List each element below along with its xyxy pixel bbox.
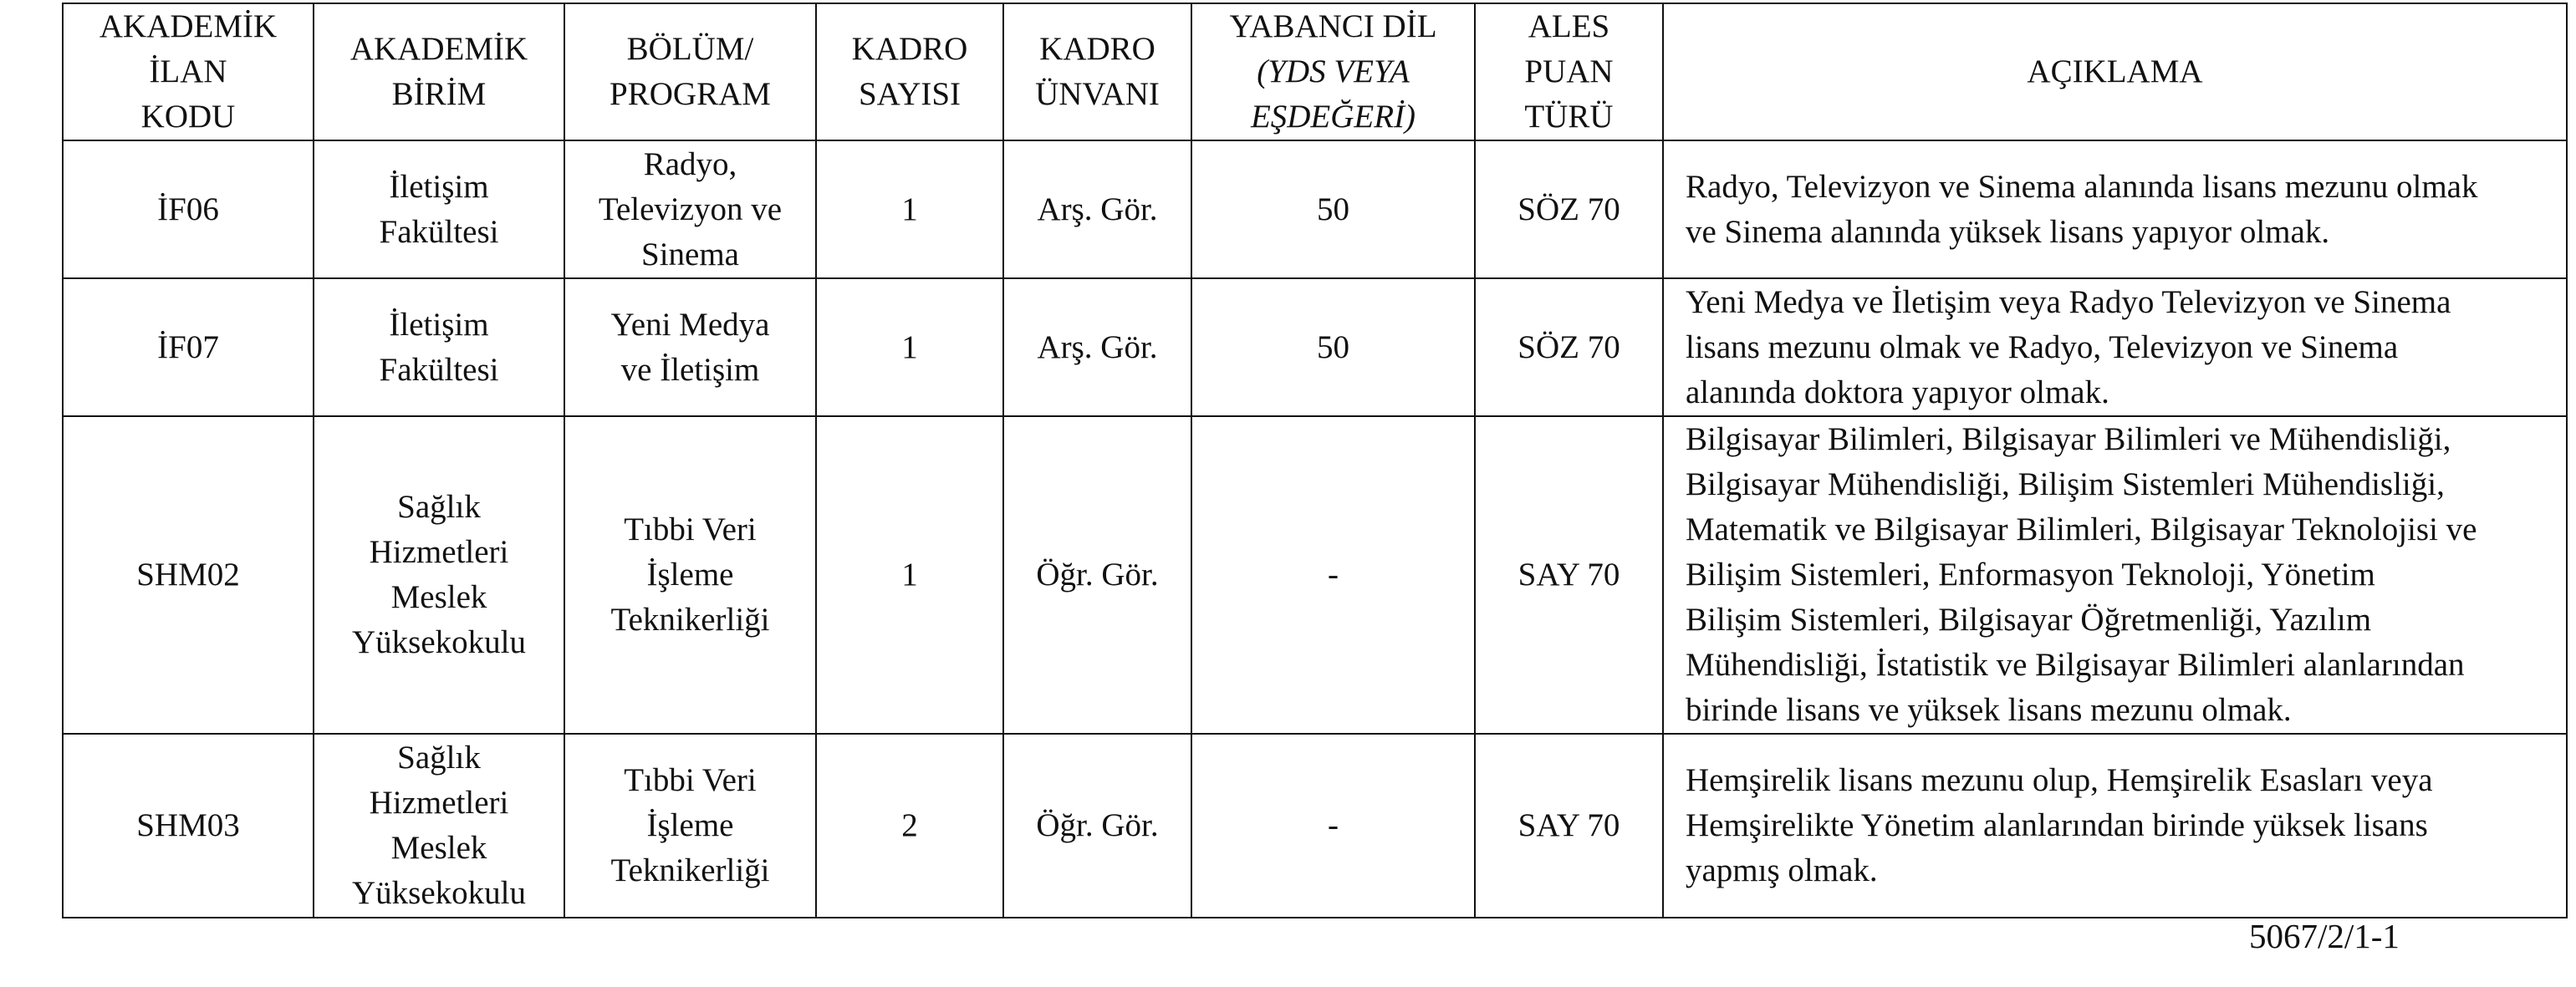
cell-ilan-kodu: SHM02 xyxy=(63,416,314,734)
table-row xyxy=(63,140,2567,278)
cell-aciklama: Hemşirelik lisans mezunu olup, Hemşirelik Esasları veya Hemşirelikte Yönetim alanlarından birinde yüksek lisans yapmış olmak. xyxy=(1663,734,2567,918)
table-row xyxy=(63,734,2567,918)
table-row xyxy=(63,278,2567,416)
cell-kadro-sayisi: 1 xyxy=(816,140,1003,278)
cell-bolum-program: Tıbbi Veri İşleme Teknikerliği xyxy=(564,734,816,918)
cell-ales-puan-turu: SAY 70 xyxy=(1475,416,1663,734)
header-kadro-unvani: KADRO ÜNVANI xyxy=(1003,3,1191,140)
cell-kadro-sayisi: 1 xyxy=(816,278,1003,416)
cell-akademik-birim: İletişim Fakültesi xyxy=(314,140,564,278)
cell-yabanci-dil: 50 xyxy=(1191,278,1475,416)
cell-aciklama: Bilgisayar Bilimleri, Bilgisayar Bilimleri ve Mühendisliği, Bilgisayar Mühendisliği, Bilişim Sistemleri Mühendisliği, Matematik ve Bilgisayar Bilimleri, Bilgisayar Teknolojisi ve Bilişim Sistemleri, Enformasyon Teknoloji, Yönetim Bilişim Sistemleri, Bilgisayar Öğretmenliği, Yazılım Mühendisliği, İstatistik ve Bilgisayar Bilimleri alanlarından birinde lisans ve yüksek lisans mezunu olmak. xyxy=(1663,416,2567,734)
cell-bolum-program: Tıbbi Veri İşleme Teknikerliği xyxy=(564,416,816,734)
header-row xyxy=(63,3,2567,140)
announcement-table xyxy=(62,3,2568,918)
cell-ilan-kodu: İF07 xyxy=(63,278,314,416)
header-ales-puan-turu: ALES PUAN TÜRÜ xyxy=(1475,3,1663,140)
cell-akademik-birim: İletişim Fakültesi xyxy=(314,278,564,416)
cell-yabanci-dil: - xyxy=(1191,734,1475,918)
table-row xyxy=(63,416,2567,734)
cell-kadro-unvani: Arş. Gör. xyxy=(1003,140,1191,278)
cell-ales-puan-turu: SÖZ 70 xyxy=(1475,278,1663,416)
header-akademik-birim: AKADEMİK BİRİM xyxy=(314,3,564,140)
cell-bolum-program: Radyo, Televizyon ve Sinema xyxy=(564,140,816,278)
cell-kadro-unvani: Arş. Gör. xyxy=(1003,278,1191,416)
cell-akademik-birim: Sağlık Hizmetleri Meslek Yüksekokulu xyxy=(314,734,564,918)
cell-ilan-kodu: İF06 xyxy=(63,140,314,278)
cell-bolum-program: Yeni Medya ve İletişim xyxy=(564,278,816,416)
header-ilan-kodu: AKADEMİK İLAN KODU xyxy=(63,3,314,140)
header-yabanci-dil: YABANCI DİL (YDS VEYA EŞDEĞERİ) xyxy=(1191,3,1475,140)
header-kadro-sayisi: KADRO SAYISI xyxy=(816,3,1003,140)
cell-kadro-unvani: Öğr. Gör. xyxy=(1003,416,1191,734)
document-reference-code: 5067/2/1-1 xyxy=(2249,917,2400,955)
cell-yabanci-dil: - xyxy=(1191,416,1475,734)
cell-kadro-sayisi: 1 xyxy=(816,416,1003,734)
cell-ales-puan-turu: SAY 70 xyxy=(1475,734,1663,918)
cell-kadro-sayisi: 2 xyxy=(816,734,1003,918)
cell-ilan-kodu: SHM03 xyxy=(63,734,314,918)
cell-aciklama: Yeni Medya ve İletişim veya Radyo Televizyon ve Sinema lisans mezunu olmak ve Radyo, Televizyon ve Sinema alanında doktora yapıyor olmak. xyxy=(1663,278,2567,416)
cell-yabanci-dil: 50 xyxy=(1191,140,1475,278)
cell-kadro-unvani: Öğr. Gör. xyxy=(1003,734,1191,918)
cell-ales-puan-turu: SÖZ 70 xyxy=(1475,140,1663,278)
header-aciklama: AÇIKLAMA xyxy=(1663,3,2567,140)
cell-aciklama: Radyo, Televizyon ve Sinema alanında lisans mezunu olmak ve Sinema alanında yüksek lisans yapıyor olmak. xyxy=(1663,140,2567,278)
header-bolum-program: BÖLÜM/ PROGRAM xyxy=(564,3,816,140)
cell-akademik-birim: Sağlık Hizmetleri Meslek Yüksekokulu xyxy=(314,416,564,734)
